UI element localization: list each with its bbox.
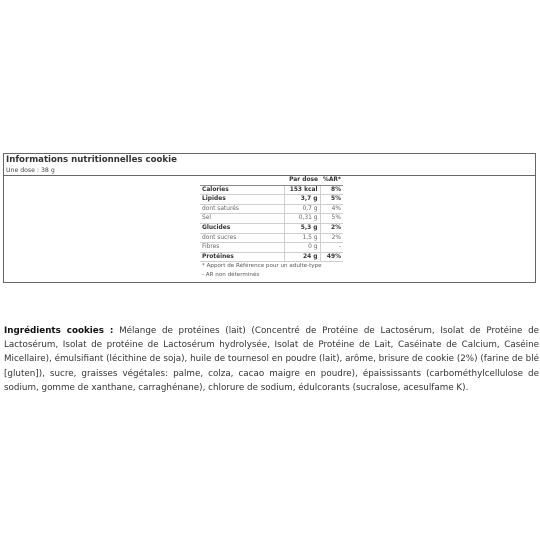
header-empty bbox=[200, 176, 284, 185]
footnote: - AR non déterminés bbox=[202, 271, 260, 278]
table-row bbox=[200, 185, 343, 195]
nutrition-title: Informations nutritionnelles cookie bbox=[6, 155, 177, 165]
footnote-row bbox=[200, 271, 343, 280]
ingredients-paragraph bbox=[4, 324, 539, 395]
nutrient-value: 24 g bbox=[284, 252, 320, 262]
nutrient-ar: 5% bbox=[320, 195, 343, 205]
nutrient-value: 0 g bbox=[284, 243, 320, 253]
nutrient-ar: - bbox=[320, 243, 343, 253]
nutrient-ar: 8% bbox=[320, 185, 343, 195]
header-ar: %AR* bbox=[320, 176, 343, 185]
nutrient-label: dont sucres bbox=[200, 233, 284, 243]
nutrient-label: Lipides bbox=[200, 195, 284, 205]
nutrient-value: 5,3 g bbox=[284, 223, 320, 233]
nutrient-label: dont saturés bbox=[200, 204, 284, 214]
footnote-row bbox=[200, 262, 343, 271]
table-row bbox=[200, 223, 343, 233]
nutrient-label: Protéines bbox=[200, 252, 284, 262]
nutrient-value: 1,5 g bbox=[284, 233, 320, 243]
nutrient-ar: 5% bbox=[320, 214, 343, 224]
nutrient-ar: 2% bbox=[320, 223, 343, 233]
table-row bbox=[200, 243, 343, 253]
table-row bbox=[200, 204, 343, 214]
nutrition-panel bbox=[3, 153, 536, 283]
nutrient-ar: 49% bbox=[320, 252, 343, 262]
nutrient-value: 0,7 g bbox=[284, 204, 320, 214]
nutrient-label: Calories bbox=[200, 185, 284, 195]
ingredients-label: Ingrédients cookies : bbox=[4, 325, 114, 336]
nutrient-label: Sel bbox=[200, 214, 284, 224]
footnote: * Apport de Référence pour un adulte-type bbox=[202, 263, 322, 270]
nutrient-value: 153 kcal bbox=[284, 185, 320, 195]
table-row bbox=[200, 214, 343, 224]
nutrition-table bbox=[200, 176, 343, 280]
nutrient-label: Glucides bbox=[200, 223, 284, 233]
ingredients-text: Mélange de protéines (lait) (Concentré de Protéine de Lactosérum, Isolat de Protéine de Lactosérum, Isolat de protéine de Lactosérum hydrolysée, Isolat de Protéine de Lait, Caséinate de Calcium, Caséine Micellaire), émulsifiant (lécithine de soja), huile de tournesol en poudre (lait), arôme, brisure de cookie (2%) (farine de blé [gluten]), sucre, graisses végétales: palme, colza, cacao maigre en poudre), épaississants (carbométhylcellulose de sodium, gomme de xanthane, carraghénane), chlorure de sodium, édulcorants (sucralose, acesulfame K). bbox=[4, 325, 540, 393]
table-row bbox=[200, 195, 343, 205]
nutrient-value: 3,7 g bbox=[284, 195, 320, 205]
table-header-row bbox=[200, 176, 343, 185]
table-row bbox=[200, 252, 343, 262]
nutrient-value: 0,31 g bbox=[284, 214, 320, 224]
serving-size: Une dose : 38 g bbox=[6, 167, 55, 174]
nutrient-ar: 2% bbox=[320, 233, 343, 243]
nutrient-ar: 4% bbox=[320, 204, 343, 214]
header-per-dose: Par dose bbox=[284, 176, 320, 185]
table-row bbox=[200, 233, 343, 243]
nutrient-label: Fibres bbox=[200, 243, 284, 253]
